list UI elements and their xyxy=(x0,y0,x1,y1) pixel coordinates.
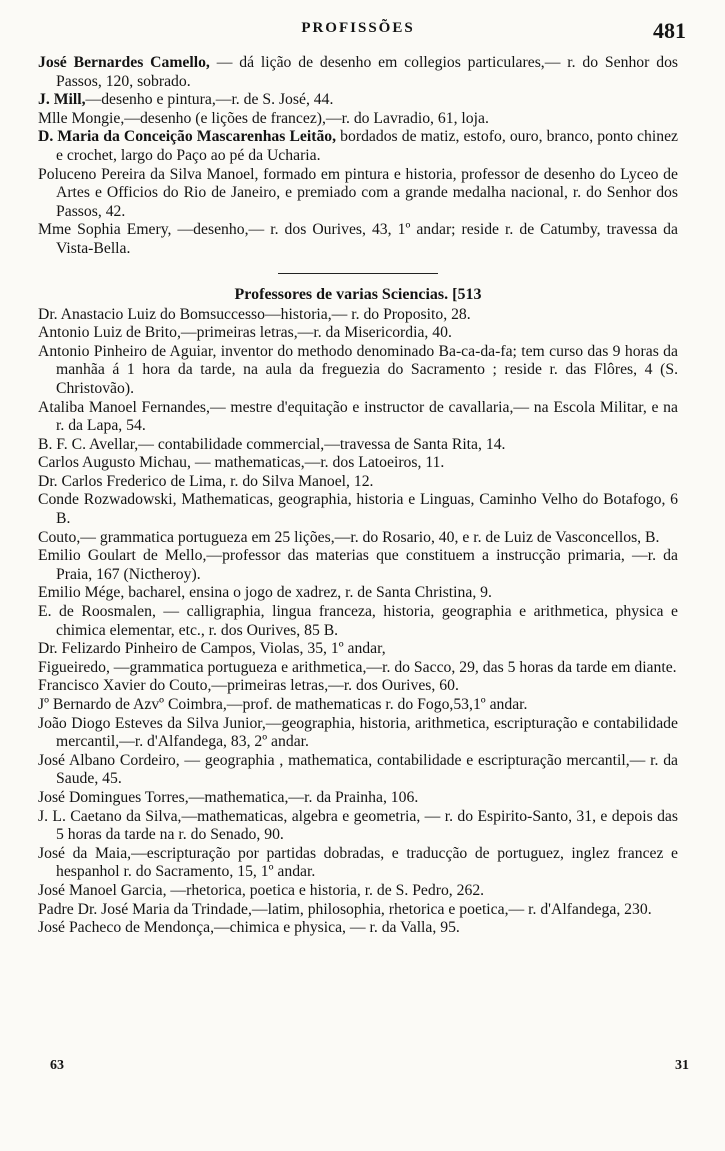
list-item: José da Maia,—escripturação por partidas dobradas, e traducção de portuguez, inglez francez e hespanhol r. do Sacramento, 15, 1º andar. xyxy=(38,844,678,881)
list-item: Figueiredo, —grammatica portugueza e arithmetica,—r. do Sacco, 29, das 5 horas da tarde em diante. xyxy=(38,658,677,676)
list-item: Jº Bernardo de Azvº Coimbra,—prof. de mathematicas r. do Fogo,53,1º andar. xyxy=(38,696,528,713)
list-item: D. Maria da Conceição Mascarenhas Leitão, bordados de matiz, estofo, ouro, branco, ponto chinez e crochet, largo do Paço ao pé da Ucharia. xyxy=(38,128,678,164)
intro-entries xyxy=(38,54,678,259)
list-item: José Bernardes Camello, — dá lição de desenho em collegios particulares,— r. do Senhor dos Passos, 120, sobrado. xyxy=(38,54,679,90)
list-item: José Manoel Garcia, —rhetorica, poetica e historia, r. de S. Pedro, 262. xyxy=(38,881,485,899)
list-item: Mme Sophia Emery, —desenho,— r. dos Ourives, 43, 1º andar; reside r. de Catumby, travessa da Vista-Bella. xyxy=(38,221,678,257)
list-item: José Pacheco de Mendonça,—chimica e physica, — r. da Valla, 95. xyxy=(38,919,460,937)
professor-list xyxy=(38,306,678,938)
list-item: Poluceno Pereira da Silva Manoel, formado em pintura e historia, professor de desenho do Lyceo de Artes e Officios do Rio de Janeiro, e premiado com a grande medalha nacional, r. do Senhor dos Passos, 42. xyxy=(38,165,678,220)
running-head xyxy=(38,18,686,54)
list-item: B. F. C. Avellar,— contabilidade commercial,—travessa de Santa Rita, 14. xyxy=(38,435,506,453)
list-item: Antonio Pinheiro de Aguiar, inventor do methodo denominado Ba-ca-da-fa; tem curso das 9 horas da manhãa á 1 hora da tarde, na aula da freguezia do Sacramento ; reside r. das Flôres, 4 (S. Christovão). xyxy=(38,342,678,397)
list-item: Couto,— grammatica portugueza em 25 lições,—r. do Rosario, 40, e r. de Luiz de Vasconcellos, B. xyxy=(38,528,660,546)
page-number: 481 xyxy=(653,18,686,43)
list-item: Dr. Anastacio Luiz do Bomsuccesso—historia,— r. do Proposito, 28. xyxy=(38,305,471,323)
list-item: J. L. Caetano da Silva,—mathematicas, algebra e geometria, — r. do Espirito-Santo, 31, e depois das 5 horas da tarde na r. do Senado, 90. xyxy=(38,807,678,844)
list-item: Francisco Xavier do Couto,—primeiras letras,—r. dos Ourives, 60. xyxy=(38,677,459,695)
list-item: Emilio Mége, bacharel, ensina o jogo de xadrez, r. de Santa Christina, 9. xyxy=(38,584,492,602)
list-item: José Albano Cordeiro, — geographia , mathematica, contabilidade e escripturação mercantil,— r. da Saude, 45. xyxy=(38,751,678,788)
list-item: João Diogo Esteves da Silva Junior,—geographia, historia, arithmetica, escripturação e contabilidade mercantil,—r. d'Alfandega, 83, 2º andar. xyxy=(38,714,678,751)
list-item: José Domingues Torres,—mathematica,—r. da Prainha, 106. xyxy=(38,788,419,806)
page xyxy=(38,18,686,938)
list-item: Conde Rozwadowski, Mathematicas, geographia, historia e Linguas, Caminho Velho do Botafogo, 6 B. xyxy=(38,491,678,528)
signature-mark-left: 63 xyxy=(50,1058,64,1073)
list-item: Ataliba Manoel Fernandes,— mestre d'equitação e instructor de cavallaria,— na Escola Militar, e na r. da Lapa, 54. xyxy=(38,398,678,435)
running-title: PROFISSÕES xyxy=(301,20,415,36)
section-divider xyxy=(278,273,438,274)
list-item: Emilio Goulart de Mello,—professor das materias que constituem a instrucção primaria, —r. da Praia, 167 (Nictheroy). xyxy=(38,547,678,583)
list-item: Antonio Luiz de Brito,—primeiras letras,—r. da Misericordia, 40. xyxy=(38,324,452,342)
signature-mark-right: 31 xyxy=(675,1058,689,1073)
list-item: E. de Roosmalen, — calligraphia, lingua franceza, historia, geographia e arithmetica, physica e chimica elementar, etc., r. dos Ourives, 85 B. xyxy=(38,603,678,639)
list-item: Padre Dr. José Maria da Trindade,—latim, philosophia, rhetorica e poetica,— r. d'Alfandega, 230. xyxy=(38,900,652,918)
list-item: J. Mill,—desenho e pintura,—r. de S. José, 44. xyxy=(38,91,334,109)
section-heading: Professores de varias Sciencias. [513 xyxy=(234,285,482,303)
list-item: Dr. Felizardo Pinheiro de Campos, Violas, 35, 1º andar, xyxy=(38,640,386,658)
list-item: Dr. Carlos Frederico de Lima, r. do Silva Manoel, 12. xyxy=(38,472,374,490)
list-item: Carlos Augusto Michau, — mathematicas,—r. dos Latoeiros, 11. xyxy=(38,454,445,472)
list-item: Mlle Mongie,—desenho (e lições de francez),—r. do Lavradio, 61, loja. xyxy=(38,109,489,127)
